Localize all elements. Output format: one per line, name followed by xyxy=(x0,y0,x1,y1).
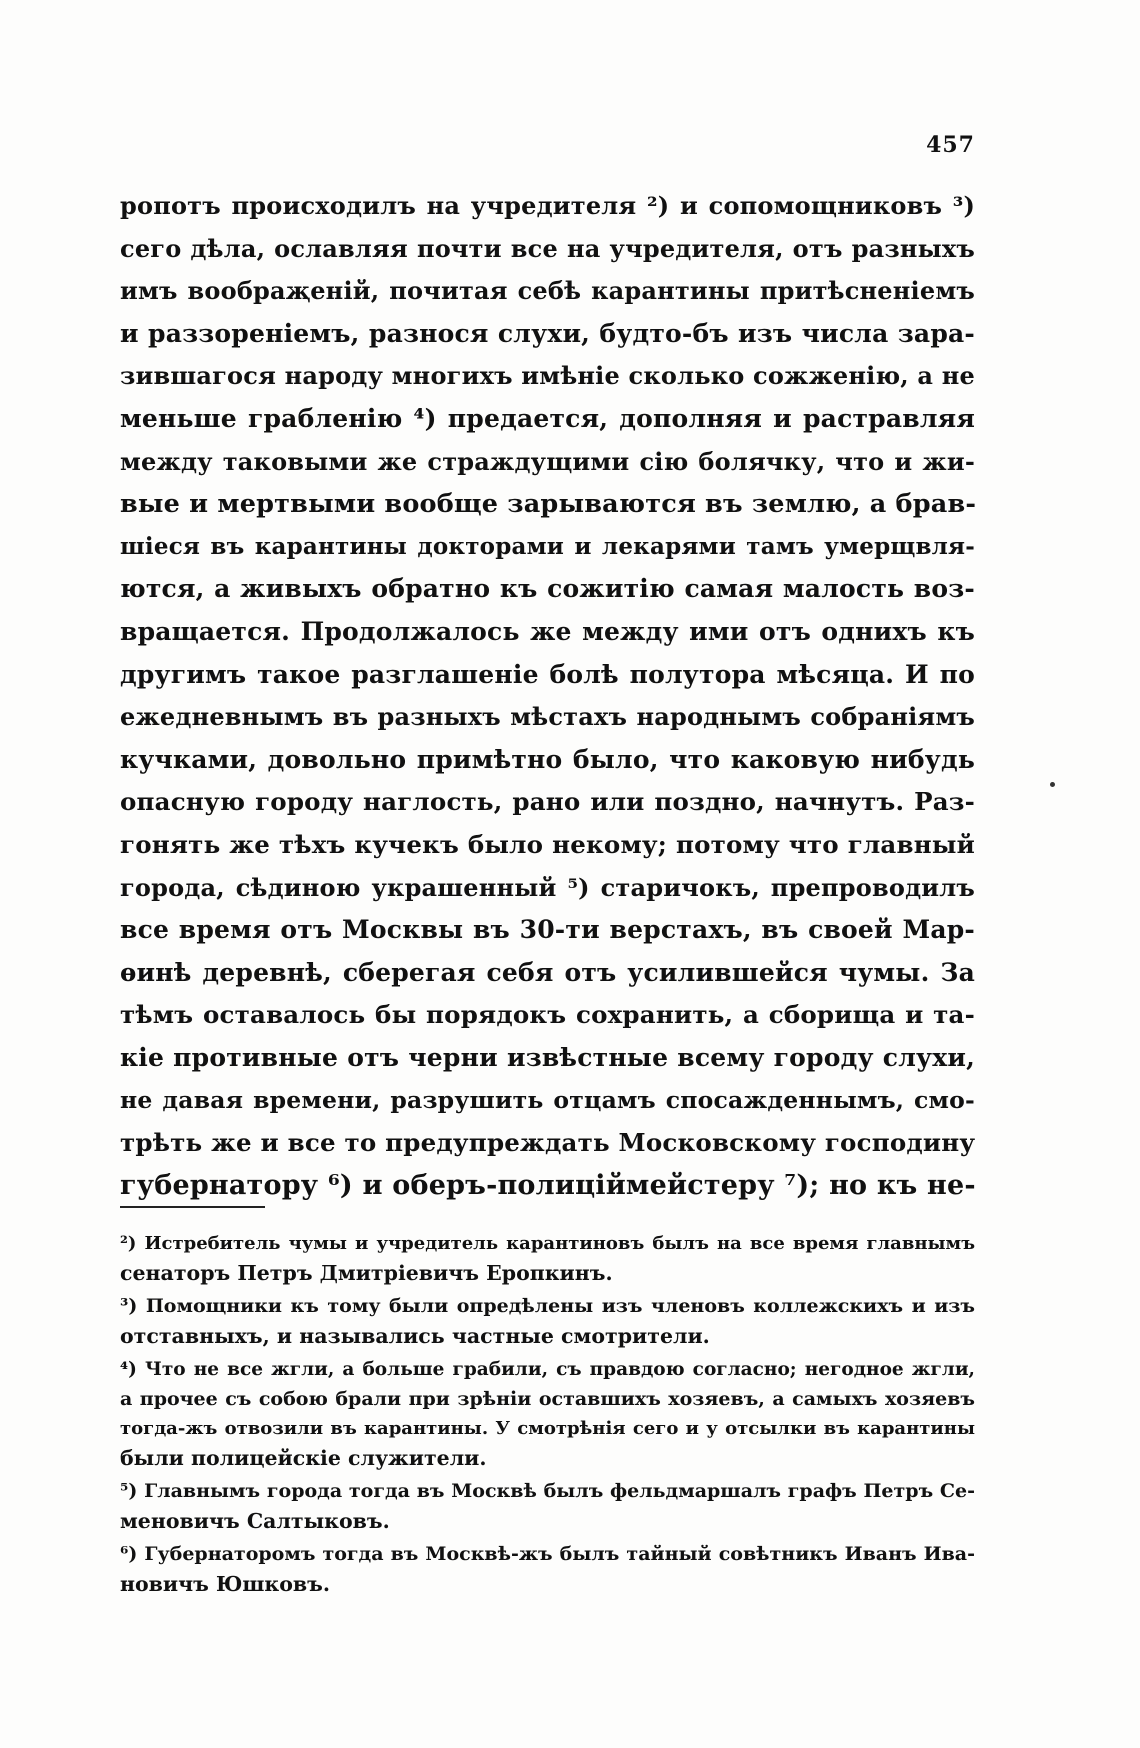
text-line: и раззореніемъ, разнося слухи, будто-бъ изъ числа зара- xyxy=(120,318,975,348)
text-line: ежедневнымъ въ разныхъ мѣстахъ народнымъ собраніямъ xyxy=(120,702,975,732)
footnote-line: тогда-жъ отвозили въ карантины. У смотрѣнія сего и у отсылки въ карантины xyxy=(120,1418,975,1439)
footnote-line: ³) Помощники къ тому были опредѣлены изъ членовъ коллежскихъ и изъ xyxy=(120,1295,975,1317)
text-line: вращается. Продолжалось же между ими отъ однихъ къ xyxy=(120,616,975,646)
text-line: меньше грабленію ⁴) предается, дополняя и растравляя xyxy=(120,403,975,433)
text-line: ропотъ происходилъ на учредителя ²) и сопомощниковъ ³) xyxy=(120,191,975,220)
text-line: гонять же тѣхъ кучекъ было некому; потому что главный xyxy=(120,829,975,859)
text-line: ѳинѣ деревнѣ, сберегая себя отъ усилившейся чумы. За xyxy=(120,957,975,987)
text-line: зившагося народу многихъ имѣніе сколько сожженію, а не xyxy=(120,361,975,391)
text-line: сего дѣла, ославляя почти все на учредителя, отъ разныхъ xyxy=(120,233,975,263)
text-line: города, сѣдиною украшенный ⁵) старичокъ, препроводилъ xyxy=(120,872,975,902)
text-line: другимъ такое разглашеніе болѣ полутора мѣсяца. И по xyxy=(120,659,975,689)
text-line: кучками, довольно примѣтно было, что каковую нибудь xyxy=(120,744,975,774)
text-line: шіеся въ карантины докторами и лекарями тамъ умерщвля- xyxy=(120,532,975,560)
footnote-separator xyxy=(120,1206,265,1208)
text-line: вые и мертвыми вообще зарываются въ землю, а брав- xyxy=(120,489,977,520)
text-line: опасную городу наглость, рано или поздно, начнутъ. Раз- xyxy=(120,787,975,817)
text-line: между таковыми же страждущими сію болячку, что и жи- xyxy=(120,446,975,476)
text-line: кіе противные отъ черни извѣстные всему городу слухи, xyxy=(120,1042,975,1072)
main-text xyxy=(120,185,975,1207)
footnote-line: ⁶) Губернаторомъ тогда въ Москвѣ-жъ былъ тайный совѣтникъ Иванъ Ива- xyxy=(120,1543,975,1565)
footnotes xyxy=(120,1229,975,1603)
text-line: не давая времени, разрушить отцамъ спосажденнымъ, смо- xyxy=(120,1086,975,1115)
footnote-5 xyxy=(120,1477,975,1536)
footnote-3 xyxy=(120,1292,975,1351)
text-line: губернатору ⁶) и оберъ-полиціймейстеру ⁷); но къ не- xyxy=(120,1169,976,1201)
text-line: имъ вообраҗеній, почитая себѣ карантины притѣсненіемъ xyxy=(120,276,975,306)
footnote-line: меновичъ Салтыковъ. xyxy=(120,1508,390,1533)
footnote-line: а прочее съ собою брали при зрѣніи оставшихъ хозяевъ, а самыхъ хозяевъ xyxy=(120,1387,975,1410)
footnote-line: отставныхъ, и назывались частные смотрители. xyxy=(120,1323,710,1348)
footnote-line: ⁵) Главнымъ города тогда въ Москвѣ былъ фельдмаршалъ графъ Петръ Се- xyxy=(120,1480,975,1502)
footnote-line: ⁴) Что не все жгли, а больше грабили, съ правдою согласно; негодное жгли, xyxy=(120,1359,975,1380)
footnote-line: ²) Истребитель чумы и учредитель карантиновъ былъ на все время главнымъ xyxy=(120,1233,975,1254)
text-line: трѣть же и все то предупреждать Московскому господину xyxy=(120,1128,976,1158)
text-line: все время отъ Москвы въ 30-ти верстахъ, въ своей Мар- xyxy=(120,915,975,945)
footnote-line: сенаторъ Петръ Дмитріевичъ Еропкинъ. xyxy=(120,1260,613,1285)
text-line: тѣмъ оставалось бы порядокъ сохранить, а сборища и та- xyxy=(120,1000,975,1030)
page-number: 457 xyxy=(926,132,975,158)
ink-speck xyxy=(1050,782,1055,787)
footnote-2 xyxy=(120,1229,975,1288)
footnote-line: были полицейскіе служители. xyxy=(120,1445,487,1470)
footnote-line: новичъ Юшковъ. xyxy=(120,1571,330,1596)
footnote-6 xyxy=(120,1540,975,1599)
footnote-4 xyxy=(120,1355,975,1473)
text-line: ются, а живыхъ обратно къ сожитію самая малость воз- xyxy=(120,574,975,604)
